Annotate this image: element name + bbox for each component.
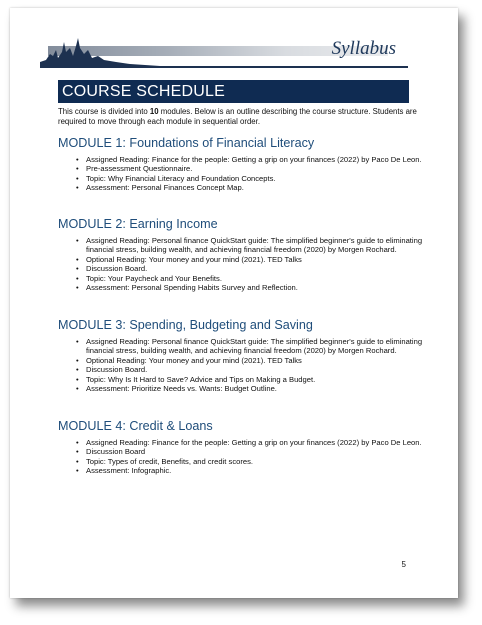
page-number: 5 — [401, 560, 406, 569]
list-item: • Topic: Types of credit, Benefits, and credit scores. — [86, 457, 438, 466]
list-item: • Discussion Board. — [86, 365, 438, 374]
module-3-title: MODULE 3: Spending, Budgeting and Saving — [58, 318, 313, 332]
list-item: • Assessment: Personal Spending Habits Survey and Reflection. — [86, 283, 438, 292]
header-banner — [40, 36, 408, 68]
list-item: • Optional Reading: Your money and your mind (2021). TED Talks — [86, 255, 438, 264]
list-item: • Assigned Reading: Personal finance QuickStart guide: The simplified beginner's guide to eliminating financial stress, building wealth, and achieving financial freedom (2020) by Morgen Rochard. — [86, 236, 438, 255]
module-1-title: MODULE 1: Foundations of Financial Literacy — [58, 136, 315, 150]
list-item: • Discussion Board — [86, 447, 438, 456]
module-2-items — [58, 236, 438, 292]
list-item: • Assigned Reading: Personal finance QuickStart guide: The simplified beginner's guide to eliminating financial stress, building wealth, and achieving financial freedom (2020) by Morgen Rochard. — [86, 337, 438, 356]
module-4-title: MODULE 4: Credit & Loans — [58, 419, 213, 433]
list-item: • Optional Reading: Your money and your mind (2021). TED Talks — [86, 356, 438, 365]
syllabus-page — [10, 8, 458, 598]
header-title: Syllabus — [331, 38, 396, 59]
module-count: 10 — [149, 107, 159, 116]
course-schedule-heading: COURSE SCHEDULE — [58, 80, 409, 103]
list-item: • Assessment: Prioritize Needs vs. Wants: Budget Outline. — [86, 384, 438, 393]
schedule-intro — [58, 107, 418, 127]
module-4-items — [58, 438, 438, 476]
module-3-items — [58, 337, 438, 393]
list-item: • Assessment: Infographic. — [86, 466, 438, 475]
list-item: • Topic: Your Paycheck and Your Benefits. — [86, 274, 438, 283]
intro-text-start: This course is divided into — [58, 107, 150, 116]
module-2-title: MODULE 2: Earning Income — [58, 217, 218, 231]
intro-text-end: modules. Below is an outline describing the course structure. Students are required to move through each module in sequential order. — [58, 107, 417, 126]
list-item: • Assigned Reading: Finance for the people: Getting a grip on your finances (2022) by Paco De Leon. — [86, 155, 438, 164]
list-item: • Assigned Reading: Finance for the people: Getting a grip on your finances (2022) by Paco De Leon. — [86, 438, 438, 447]
list-item: • Topic: Why Financial Literacy and Foundation Concepts. — [86, 174, 438, 183]
list-item: • Discussion Board. — [86, 264, 438, 273]
list-item: • Topic: Why Is It Hard to Save? Advice and Tips on Making a Budget. — [86, 375, 438, 384]
list-item: • Pre-assessment Questionnaire. — [86, 164, 438, 173]
module-1-items — [58, 155, 438, 193]
list-item: • Assessment: Personal Finances Concept Map. — [86, 183, 438, 192]
